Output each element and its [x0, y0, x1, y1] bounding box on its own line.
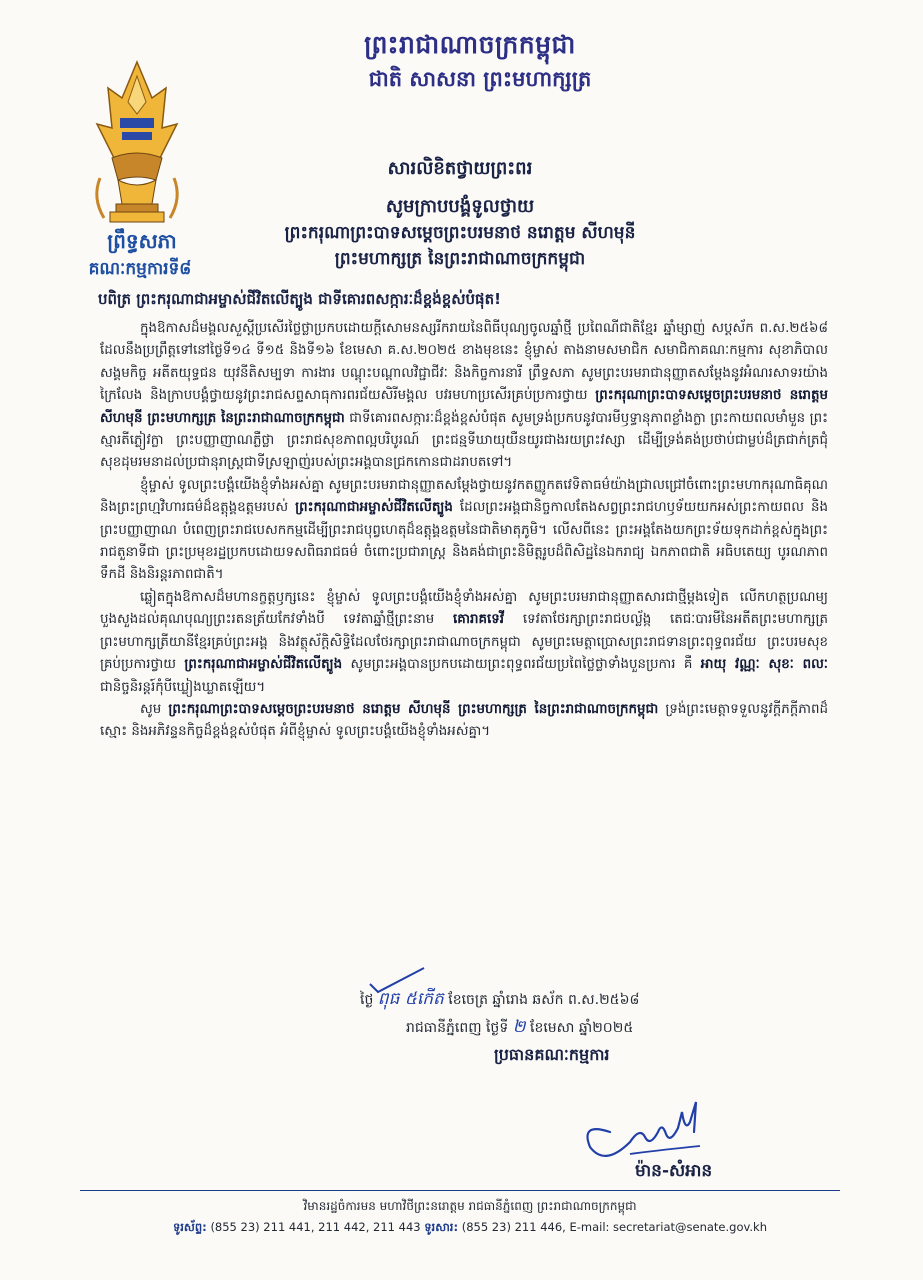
addressee-intro: សូមក្រាបបង្គំទូលថ្វាយ [385, 196, 535, 217]
check-mark-icon [368, 966, 428, 996]
paragraph-3-text-c: សូមព្រះអង្គបានប្រកបដោយព្រះពុទ្ធពរជ័យប្រពៃថ្លៃថ្លាទាំងបួនប្រការ គឺ [350, 657, 693, 673]
solar-date [406, 1016, 846, 1041]
solar-date-suffix: ខែមេសា ឆ្នាំ២០២៥ [530, 1020, 634, 1036]
signatory-name: ម៉ាន-សំអាន [635, 1161, 713, 1181]
paragraph-1-text-a: ក្នុងឱកាសដ៏មង្គលសួស្តីប្រសើរថ្លៃថ្លាប្រកបដោយក្តីសោមនស្សរីករាយនៃពិធីបុណ្យចូលឆ្នាំថ្មី ប្រពៃណីជាតិខ្មែរ ឆ្នាំម្សាញ់ សប្តស័ក ព.ស.២៥៦៨ ដែលនឹងប្រព្រឹត្តទៅនៅថ្ងៃទី១៤ ទី១៥ និងទី១៦ ខែមេសា គ.ស.២០២៥ ខាងមុខនេះ ខ្ញុំម្ចាស់ តាងនាមសមាជិក សមាជិកាគណៈកម្មការ សុខាភិបាល សង្គមកិច្ច អតីតយុទ្ធជន យុវនីតិសម្បទា ការងារ បណ្តុះបណ្តាលវិជ្ជាជីវៈ និងកិច្ចការនារី ព្រឹទ្ធសភា សូមព្រះបរមរាជានុញ្ញាតសម្តែងនូវអំណរសាទរយ៉ាងក្រៃលែង និងក្រាបបង្គំថ្វាយនូវព្រះរាជសព្ទសាធុការពរជ័យសិរីមង្គល បវរមហាប្រសើរគ្រប់ប្រការថ្វាយ [100, 321, 828, 404]
kingdom-heading: ព្រះរាជាណាចក្រកម្ពុជា [364, 30, 576, 59]
sender-institution: ព្រឹទ្ធសភា [107, 229, 177, 253]
addressee-title: ព្រះមហាក្សត្រ នៃព្រះរាជាណាចក្រកម្ពុជា [334, 249, 586, 269]
footer-divider [80, 1190, 840, 1191]
national-motto: ជាតិ សាសនា ព្រះមហាក្សត្រ [368, 67, 592, 91]
salutation: បពិត្រ ព្រះករុណាជាអម្ចាស់ជីវិតលើត្បូង ជាទីគោរពសក្ការៈដ៏ខ្ពង់ខ្ពស់បំផុត! [98, 290, 501, 308]
lunar-date-suffix: ខែចេត្រ ឆ្នាំរោង ឆស័ក ព.ស.២៥៦៨ [448, 992, 640, 1008]
signatory-title: ប្រធានគណៈកម្មការ [494, 1045, 610, 1064]
letter-body [100, 318, 828, 744]
lunar-date-handwritten: ពុធ ៥កើត [377, 989, 444, 1009]
paragraph-1 [100, 318, 828, 475]
addressee-name: ព្រះករុណាព្រះបាទសម្តេចព្រះបរមនាថ នរោត្តម សីហមុនី [284, 223, 636, 243]
paragraph-1-text-b: ជាទីគោរពសក្ការៈដ៏ខ្ពង់ខ្ពស់បំផុត សូមទ្រង់ប្រកបនូវបារមីឫទ្ធានុភាពខ្លាំងក្លា ព្រះកាយពលមាំមួន ព្រះស្មារតីភ្លៀវក្លា ព្រះបញ្ញាញាណភ្លឺថ្លា ព្រះរាជសុខភាពល្អបរិបូរណ៍ ព្រះជន្មទីឃាយុយឺនយូរជាងរយព្រះវស្សា ដើម្បីទ្រង់គង់ប្រថាប់ជាម្លប់ដ៏ត្រជាក់ត្រជុំសុខដុមរមនាដល់ប្រជានុរាស្ត្រជាទីស្រឡាញ់របស់ព្រះអង្គបានជ្រកកោនជាដរាបតទៅ។ [100, 410, 828, 471]
paragraph-2-text-a: ខ្ញុំម្ចាស់ ទូលព្រះបង្គំយើងខ្ញុំទាំងអស់គ្នា សូមព្រះបរមរាជានុញ្ញាតសម្តែងថ្វាយនូវកតញ្ញូកតវេទិតាធម៌យ៉ាងជ្រាលជ្រៅចំពោះព្រះមហាករុណាធិគុណនិងព្រះព្រហ្មវិហារធម៌ដ៏ឧត្តុង្គឧត្តមរបស់ [100, 477, 828, 516]
phone-numbers: (855 23) 211 441, 211 442, 211 443 [210, 1220, 421, 1234]
closing-royal-name: ព្រះករុណាព្រះបាទសម្តេចព្រះបរមនាថ នរោត្តម សីហមុនី ព្រះមហាក្សត្រ នៃព្រះរាជាណាចក្រកម្ពុជា [168, 701, 659, 717]
senate-emblem-icon [82, 58, 192, 228]
paragraph-2-royal-title: ព្រះករុណាជាអម្ចាស់ជីវិតលើត្បូង [295, 500, 453, 516]
paragraph-3 [100, 587, 828, 699]
paragraph-3-deity-name: គោរាគទេវី [453, 612, 505, 628]
paragraph-1-royal-name: ព្រះករុណាព្រះបាទសម្តេចព្រះបរមនាថ នរោត្តម សីហមុនី ព្រះមហាក្សត្រ នៃព្រះរាជាណាចក្រកម្ពុជា [100, 388, 828, 426]
solar-date-handwritten: ២ [512, 1017, 526, 1037]
sender-commission: គណៈកម្មការទី៨ [88, 259, 192, 279]
paragraph-2-text-b: ដែលព្រះអង្គជានិច្ចកាលតែងសព្វព្រះរាជហឫទ័យយកអស់ព្រះកាយពល និងព្រះបញ្ញាញាណ បំពេញព្រះរាជបេសកកម្មដើម្បីព្រះរាជបុព្វហេតុដ៏ឧត្តុង្គឧត្តមនៃជាតិមាតុភូមិ។ លើសពីនេះ ព្រះអង្គតែងយកព្រះទ័យទុកដាក់ខ្ពស់ក្នុងព្រះរាជតួនាទីជា ព្រះប្រមុខរដ្ឋប្រកបដោយទសពិធរាជធម៌ ចំពោះប្រជារាស្ត្រ និងគង់ជាព្រះនិមិត្តរូបដ៏ពិសិដ្ឋនៃឯករាជ្យ ឯកភាពជាតិ អធិបតេយ្យ បូរណភាពទឹកដី និងនិរន្តរភាពជាតិ។ [100, 500, 828, 583]
lunar-date [360, 988, 840, 1013]
fax-label: ទូរសារ: [424, 1220, 459, 1234]
footer-contacts [120, 1220, 820, 1237]
paragraph-2 [100, 475, 828, 587]
closing-text-a: សូម [140, 701, 162, 717]
footer-address: វិមានរដ្ឋចំការមន មហាវិថីព្រះនរោត្តម រាជធានីភ្នំពេញ ព្រះរាជាណាចក្រកម្ពុជា [303, 1199, 637, 1213]
paragraph-3-royal-title: ព្រះករុណាជាអម្ចាស់ជីវិតលើត្បូង [184, 657, 343, 673]
paragraph-3-blessings: អាយុ វណ្ណៈ សុខៈ ពលៈ [700, 657, 828, 673]
paragraph-3-text-a: ឆ្លៀតក្នុងឱកាសដ៏មហានក្ខត្តឫក្សនេះ ខ្ញុំម្ចាស់ ទូលព្រះបង្គំយើងខ្ញុំទាំងអស់គ្នា សូមព្រះបរមរាជានុញ្ញាតសារជាថ្មីម្តងទៀត លើកហត្ថប្រណម្យបួងសួងដល់គុណបុណ្យព្រះរតនត្រ័យកែវទាំងបី ទេវតាឆ្នាំថ្មីព្រះនាម [100, 589, 828, 628]
fax-and-email: (855 23) 211 446, E-mail: secretariat@senate.gov.kh [461, 1220, 768, 1234]
phone-label: ទូរស័ព្ទ: [172, 1220, 207, 1234]
lunar-date-prefix: ថ្ងៃ [360, 992, 374, 1008]
closing-paragraph [100, 699, 828, 744]
closing-text-b: ទ្រង់ព្រះមេត្តាទទួលនូវក្តីភក្តីភាពដ៏ស្មោះ និងអភិវន្ទនកិច្ចដ៏ខ្ពង់ខ្ពស់បំផុត អំពីខ្ញុំម្ចាស់ ទូលព្រះបង្គំយើងខ្ញុំទាំងអស់គ្នា។ [100, 701, 828, 740]
paragraph-3-text-d: ជានិច្ចនិរន្តរ៍កុំបីឃ្លៀងឃ្លាតឡើយ។ [100, 679, 266, 695]
paragraph-3-text-b: ទេវតាថែរក្សាព្រះរាជបល្ល័ង្ក តេជៈបារមីនៃអតីតព្រះមហាក្សត្រ ព្រះមហាក្សត្រីយានីខ្មែរគ្រប់ព្រះអង្គ និងវត្ថុស័ក្តិសិទ្ធិដែលថែរក្សាព្រះរាជាណាចក្រកម្ពុជា សូមព្រះមេត្តាប្រោសព្រះរាជទានព្រះពុទ្ធពរជ័យ ព្រះបរមសុខគ្រប់ប្រការថ្វាយ [100, 612, 828, 673]
letter-title: សារលិខិតថ្វាយព្រះពរ [387, 158, 533, 179]
solar-date-prefix: រាជធានីភ្នំពេញ ថ្ងៃទី [406, 1020, 509, 1036]
